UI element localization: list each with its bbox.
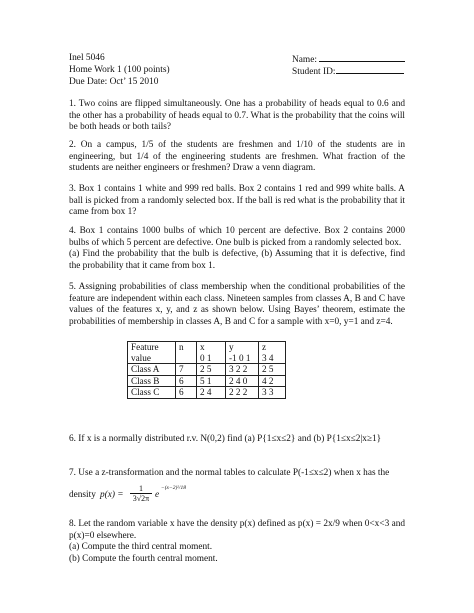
table-cell: 6 (176, 375, 197, 387)
table-cell: Class A (128, 364, 176, 376)
density-formula (69, 484, 269, 506)
question-text-part: (a) Compute the third central moment. (69, 542, 213, 553)
table-header-cell: x 0 1 (197, 342, 226, 364)
question-text: 5. Assigning probabilities of class membership when the conditional probabilities of the feature are independent within each class. Nineteen samples from classes A, B and C have values of the features x, y, and z as shown below. Using Bayes’ theorem, estimate the probabilities of membership in classes A, B and C for a sample with x=0, y=1 and z=4. (69, 282, 405, 328)
table-row (128, 375, 286, 387)
table-cell: 2 5 (197, 364, 226, 376)
table-header-cell: y -1 0 1 (226, 342, 259, 364)
question-4 (69, 226, 405, 273)
table-cell: 2 4 (197, 387, 226, 399)
table-header-row (128, 342, 286, 364)
question-6 (69, 434, 405, 446)
exponential-base: e (155, 490, 160, 500)
homework-title: Home Work 1 (100 points) (69, 65, 170, 75)
table-cell: 7 (176, 364, 197, 376)
density-label: density (69, 490, 96, 500)
due-date: Due Date: Oct’ 15 2010 (69, 77, 159, 87)
table-cell: 5 1 (197, 375, 226, 387)
question-text-part: (a) Find the probability that the bulb is defective, (b) Assuming that it is defective, find the probability that it came from box 1. (69, 249, 405, 272)
header-left (69, 52, 170, 88)
student-id-blank (336, 64, 404, 74)
course-code: Inel 5046 (69, 53, 105, 63)
fraction-numerator: 1 (130, 484, 152, 494)
question-3 (69, 184, 405, 219)
table-cell: 3 3 (259, 387, 286, 399)
name-blank (319, 52, 405, 62)
question-text: 8. Let the random variable x have the density p(x) defined as p(x) = 2x/9 when 0<x<3 and p(x)=0 elsewhere. (69, 519, 405, 541)
table-cell: 3 2 2 (226, 364, 259, 376)
header-right (292, 52, 405, 76)
fraction-denominator: 3√2π (132, 494, 150, 503)
table-cell: Class C (128, 387, 176, 399)
table-cell: 6 (176, 387, 197, 399)
density-fraction (130, 484, 152, 504)
table-header-cell: z 3 4 (259, 342, 286, 364)
question-text: 3. Box 1 contains 1 white and 999 red balls. Box 2 contains 1 red and 999 white balls. A ball is picked from a randomly selected box. If the ball is red what is the probability that it came from box 1? (69, 184, 405, 218)
table-cell: 2 4 0 (226, 375, 259, 387)
question-8 (69, 519, 405, 566)
table-cell: 2 2 2 (226, 387, 259, 399)
question-text: 7. Use a z-transformation and the normal tables to calculate P(-1≤x≤2) when x has the (69, 468, 390, 478)
question-text: 4. Box 1 contains 1000 bulbs of which 10 percent are defective. Box 2 contains 2000 bulbs of which 5 percent are defective. One bulb is picked from a randomly selected box. (69, 226, 405, 248)
table-row (128, 364, 286, 376)
exponent: −(x−2)²/18 (161, 485, 186, 491)
question-text: 2. On a campus, 1/5 of the students are freshmen and 1/10 of the students are in engineering, but 1/4 of the engineering students are freshmen. What fraction of the students are neither engineers or freshmen? Draw a venn diagram. (69, 140, 405, 174)
name-label: Name: (292, 55, 317, 65)
density-function: p(x) = (100, 490, 124, 500)
table-header-cell: n (176, 342, 197, 364)
question-5 (69, 282, 405, 329)
table-header-cell: Feature value (128, 342, 176, 364)
feature-table (127, 341, 286, 399)
question-text: 6. If x is a normally distributed r.v. N(0,2) find (a) P{1≤x≤2} and (b) P{1≤x≤2|x≥1} (69, 434, 382, 444)
question-1 (69, 99, 405, 134)
question-7 (69, 468, 405, 480)
table-cell: 2 5 (259, 364, 286, 376)
table-cell: Class B (128, 375, 176, 387)
table-row (128, 387, 286, 399)
question-2 (69, 140, 405, 175)
student-id-label: Student ID: (292, 67, 336, 77)
question-text: 1. Two coins are flipped simultaneously. One has a probability of heads equal to 0.6 and the other has a probability of heads equal to 0.7. What is the probability that the coins will be both heads or both tails? (69, 99, 405, 133)
question-text-part: (b) Compute the fourth central moment. (69, 554, 218, 565)
table-cell: 4 2 (259, 375, 286, 387)
